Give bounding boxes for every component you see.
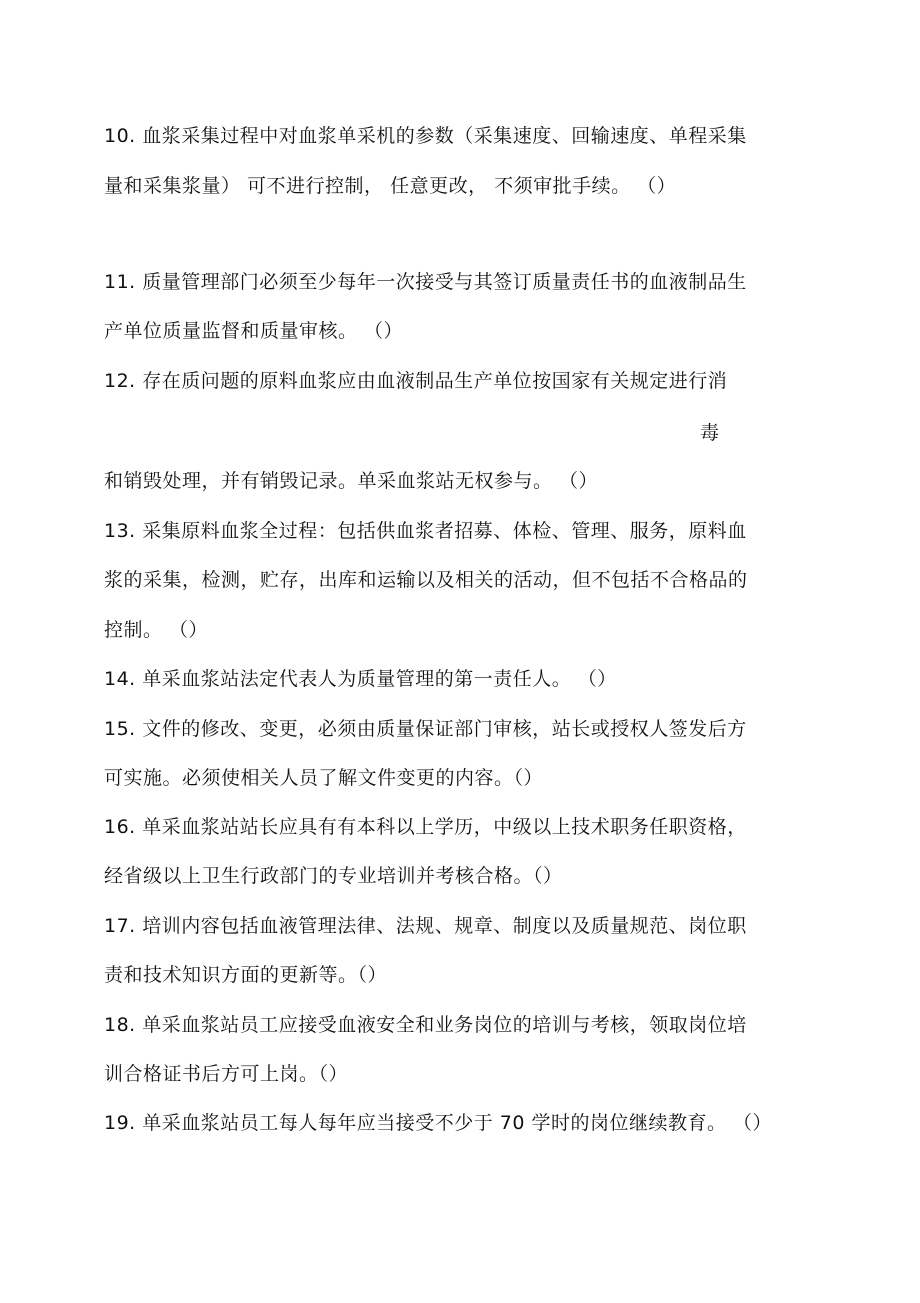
question-13-line-3: 控制。 （） [104,619,209,641]
question-16-line-1: 16. 单采血浆站站长应具有有本科以上学历，中级以上技术职务任职资格， [104,816,747,838]
question-11-line-2: 产单位质量监督和质量审核。 （） [104,320,404,342]
question-16-line-2: 经省级以上卫生行政部门的专业培训并考核合格。（） [104,865,563,887]
question-10-line-2: 量和采集浆量） 可不进行控制， 任意更改， 不须审批手续。 （） [104,175,677,197]
question-18-line-1: 18. 单采血浆站员工应接受血液安全和业务岗位的培训与考核，领取岗位培 [104,1014,747,1036]
question-18-line-2: 训合格证书后方可上岗。（） [104,1063,349,1085]
question-15-line-2: 可实施。必须使相关人员了解文件变更的内容。（） [104,767,544,789]
question-14-line-1: 14. 单采血浆站法定代表人为质量管理的第一责任人。 （） [104,668,617,690]
question-19-line-1: 19. 单采血浆站员工每人每年应当接受不少于 70 学时的岗位继续教育。 （） [104,1112,773,1134]
question-15-line-1: 15. 文件的修改、变更，必须由质量保证部门审核，站长或授权人签发后方 [104,718,747,740]
question-12-line-2: 毒 [700,422,720,444]
question-17-line-2: 责和技术知识方面的更新等。（） [104,964,388,986]
question-13-line-2: 浆的采集，检测，贮存，出库和运输以及相关的活动，但不包括不合格品的 [104,569,748,591]
question-17-line-1: 17. 培训内容包括血液管理法律、法规、规章、制度以及质量规范、岗位职 [104,915,747,937]
question-12-line-3: 和销毁处理，并有销毁记录。单采血浆站无权参与。 （） [104,470,599,492]
question-12-line-1: 12. 存在质问题的原料血浆应由血液制品生产单位按国家有关规定进行消 [104,370,728,392]
question-11-line-1: 11. 质量管理部门必须至少每年一次接受与其签订质量责任书的血液制品生 [104,271,747,293]
question-10-line-1: 10. 血浆采集过程中对血浆单采机的参数（采集速度、回输速度、单程采集 [104,125,747,147]
question-13-line-1: 13. 采集原料血浆全过程：包括供血浆者招募、体检、管理、服务，原料血 [104,520,747,542]
